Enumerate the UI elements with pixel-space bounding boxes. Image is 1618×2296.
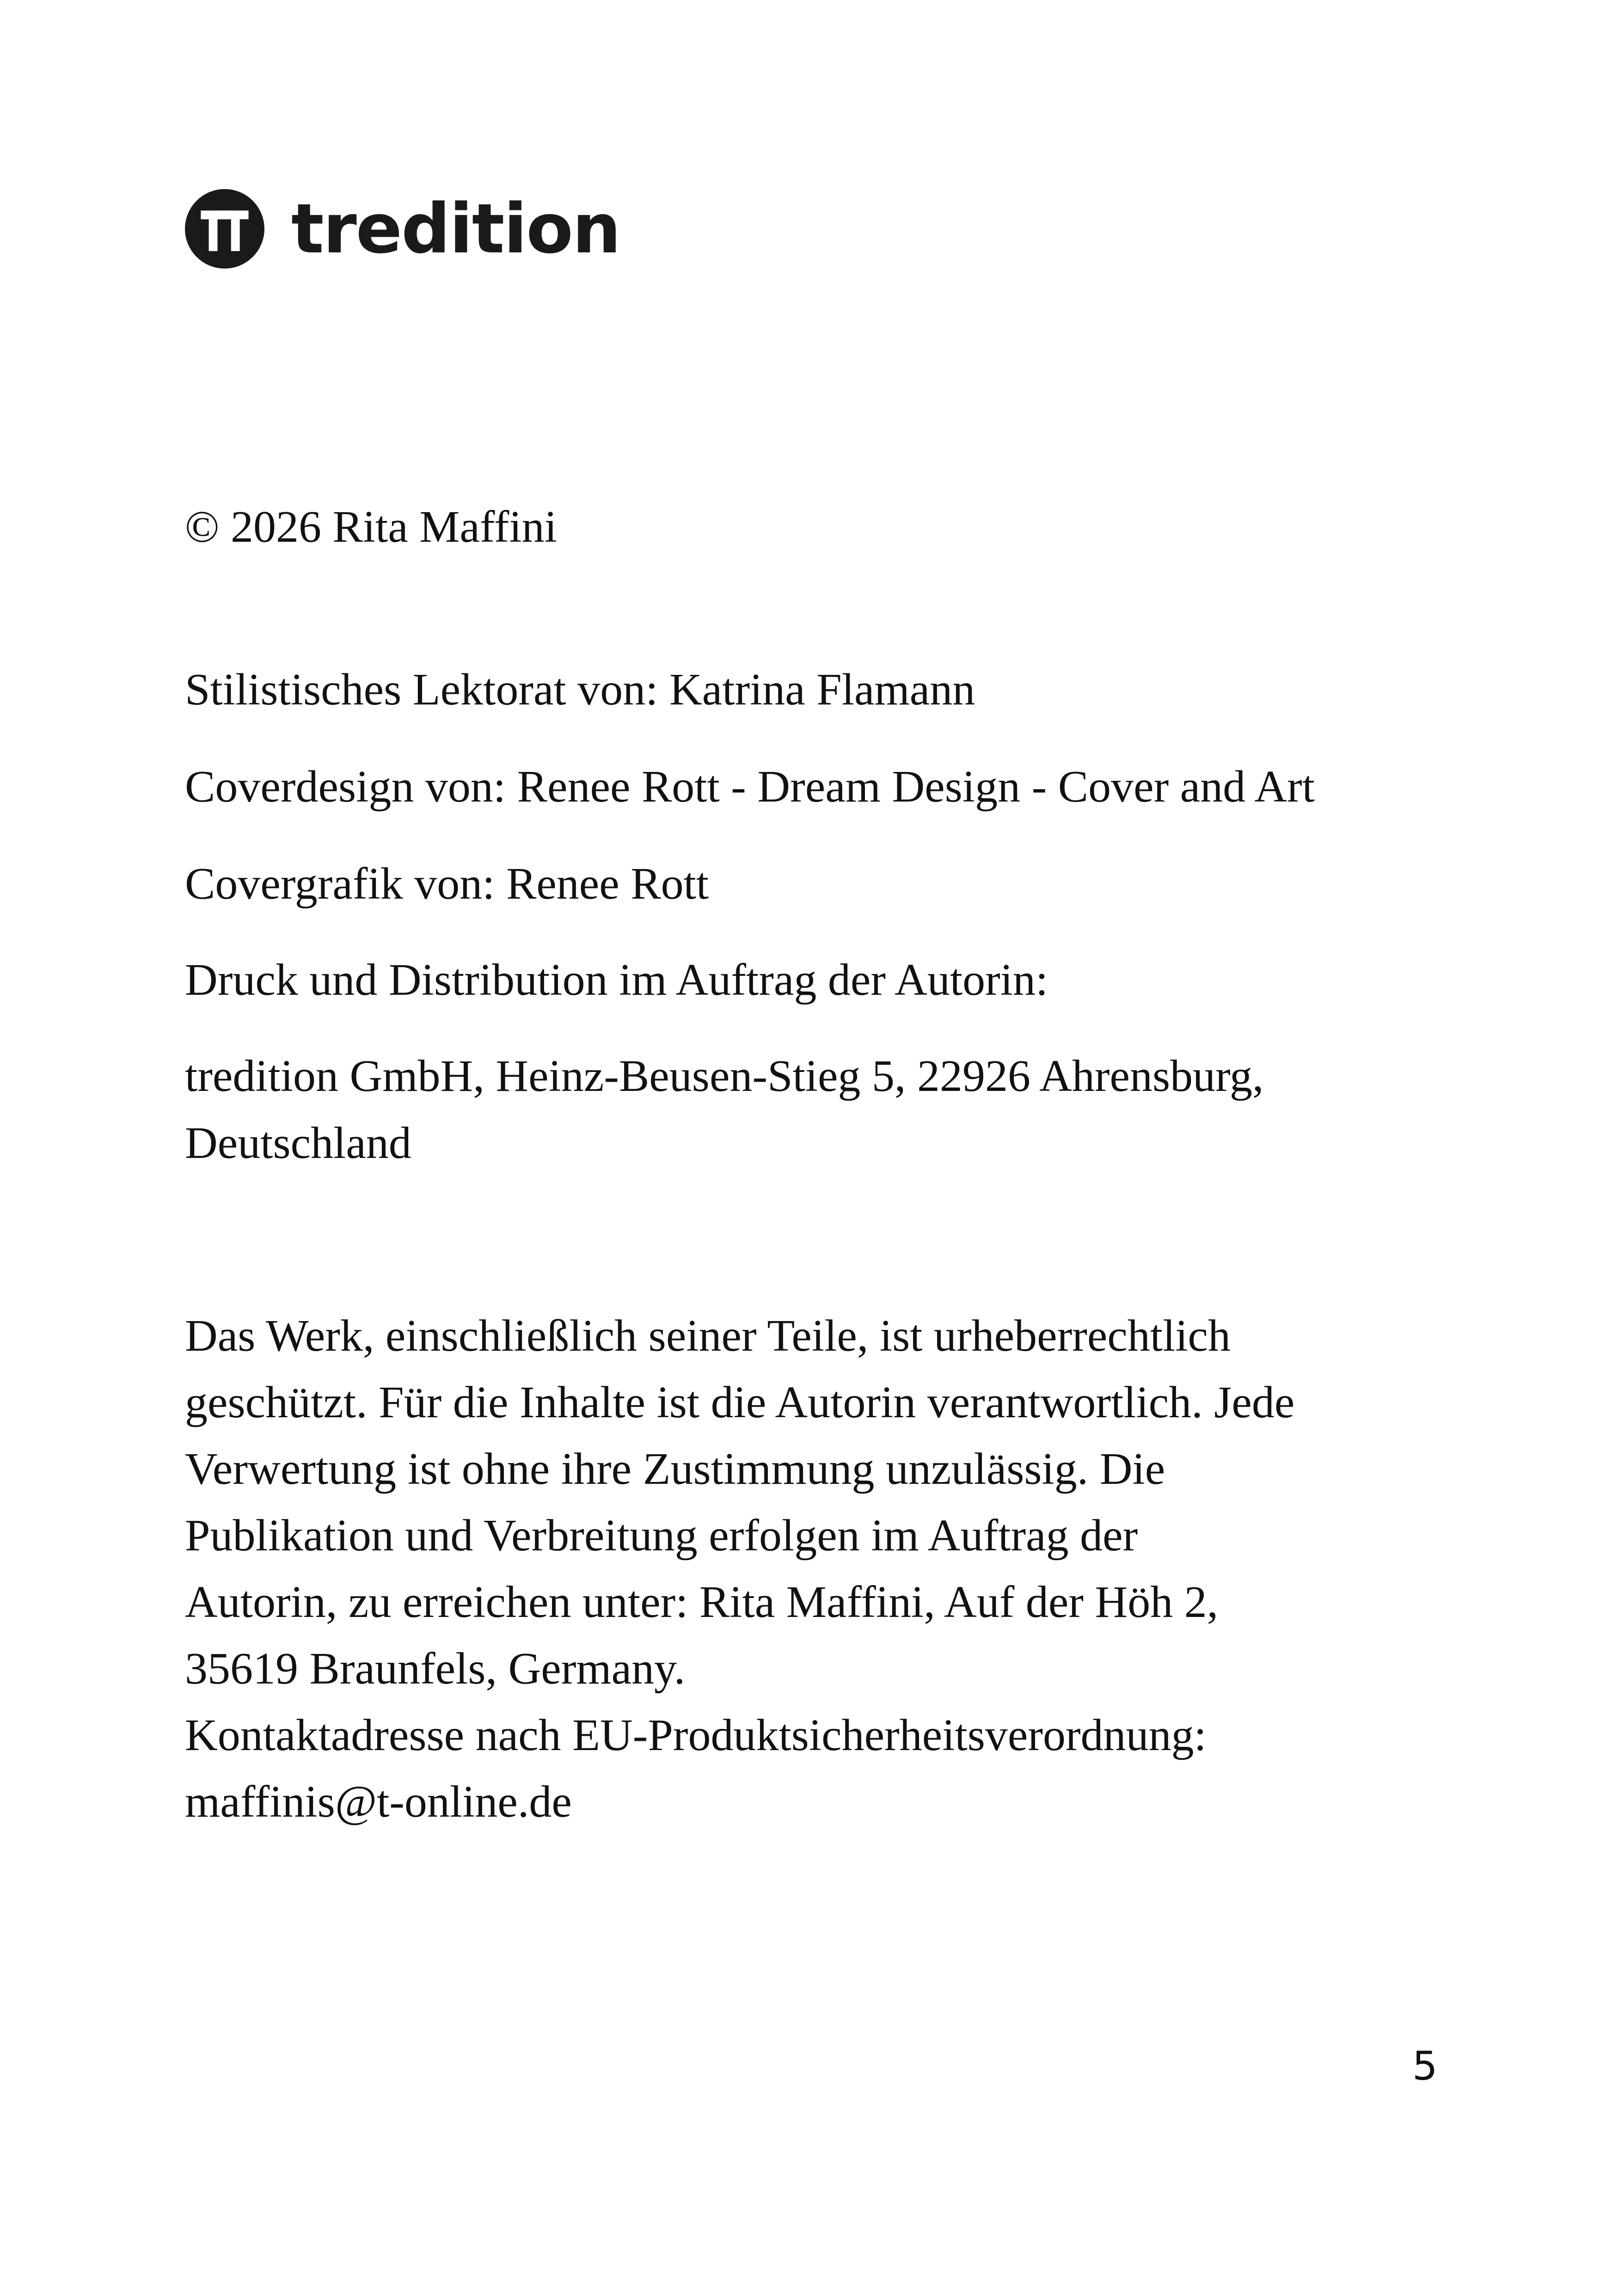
contact-email: maffinis@t-online.de xyxy=(185,1777,572,1827)
publisher-logo xyxy=(185,187,620,270)
notice-line: 35619 Braunfels, Germany. xyxy=(185,1644,686,1694)
publisher-address xyxy=(185,1043,1264,1177)
credit-cover-graphic: Covergrafik von: Renee Rott xyxy=(185,859,709,909)
publisher-name: tredition xyxy=(291,189,620,269)
credit-editing: Stilistisches Lektorat von: Katrina Flamann xyxy=(185,665,975,715)
credit-cover-design: Coverdesign von: Renee Rott - Dream Design - Cover and Art xyxy=(185,762,1315,812)
notice-line: Verwertung ist ohne ihre Zustimmung unzulässig. Die xyxy=(185,1444,1165,1494)
notice-line: Autorin, zu erreichen unter: Rita Maffini, Auf der Höh 2, xyxy=(185,1577,1219,1627)
address-line: Deutschland xyxy=(185,1118,411,1168)
notice-line: Das Werk, einschließlich seiner Teile, ist urheberrechtlich xyxy=(185,1311,1231,1361)
tredition-logo-icon xyxy=(185,189,264,269)
address-line: tredition GmbH, Heinz-Beusen-Stieg 5, 22926 Ahrensburg, xyxy=(185,1051,1264,1101)
notice-line: Kontaktadresse nach EU-Produktsicherheitsverordnung: xyxy=(185,1710,1207,1760)
copyright-line: © 2026 Rita Maffini xyxy=(185,502,557,552)
page-number: 5 xyxy=(1412,2043,1438,2089)
notice-line: geschützt. Für die Inhalte ist die Autorin verantwortlich. Jede xyxy=(185,1378,1295,1427)
notice-line: Publikation und Verbreitung erfolgen im Auftrag der xyxy=(185,1511,1138,1561)
legal-notice xyxy=(185,1303,1294,1835)
credit-printing: Druck und Distribution im Auftrag der Autorin: xyxy=(185,955,1048,1005)
